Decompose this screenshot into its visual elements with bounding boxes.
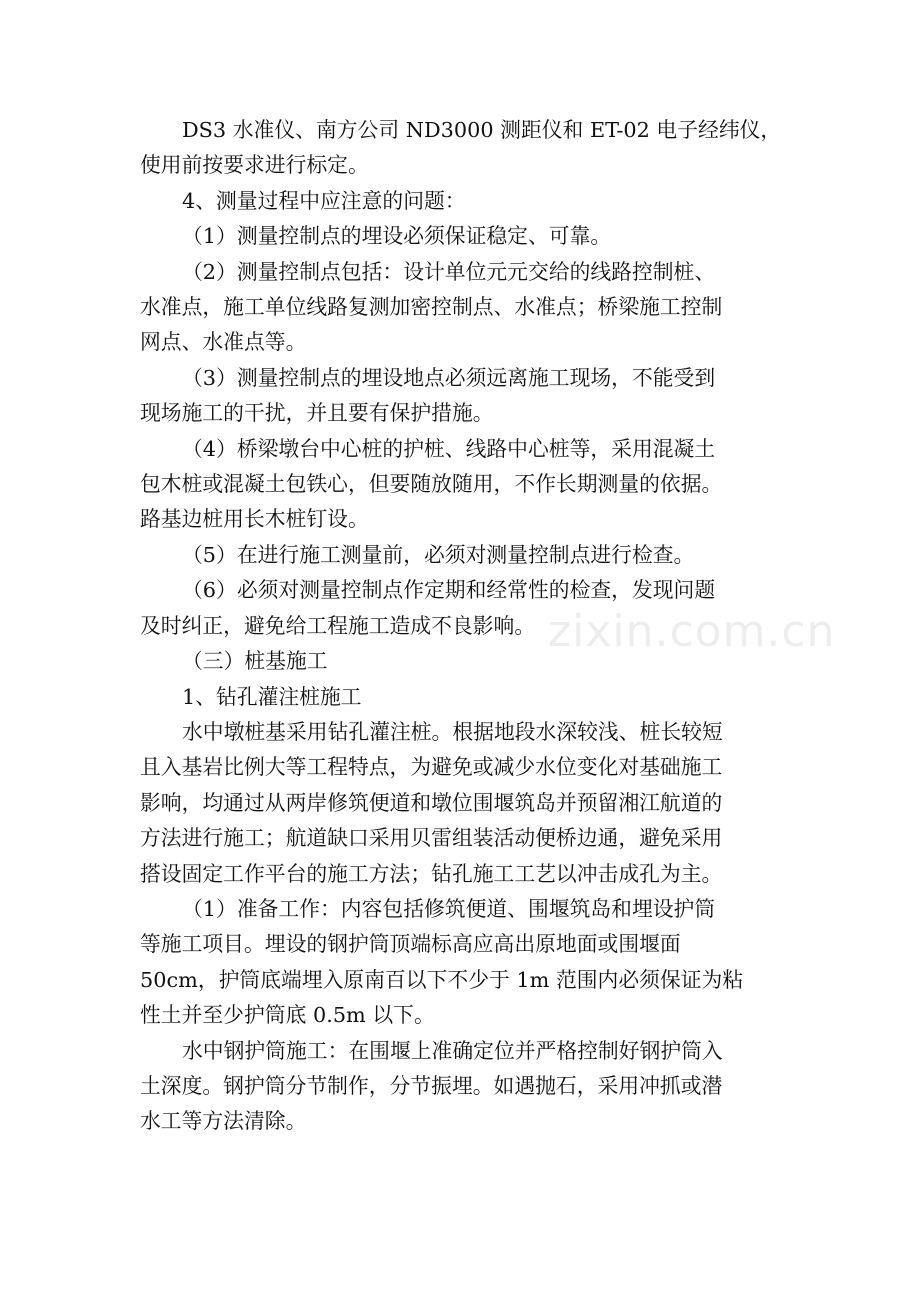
document-body [140, 113, 790, 1140]
text-line: 网点、水准点等。 [140, 330, 307, 355]
text-line: 4、测量过程中应注意的问题： [182, 188, 466, 213]
text-line: 包木桩或混凝土包铁心，但要随放随用，不作长期测量的依据。 [140, 472, 723, 497]
text-line: （2）测量控制点包括：设计单位元元交给的线路控制桩、 [182, 259, 716, 284]
document-page [140, 113, 790, 1140]
text-line: 水工等方法清除。 [140, 1109, 307, 1134]
text-line: 土深度。钢护筒分节制作，分节振埋。如遇抛石，采用冲抓或潜 [140, 1073, 723, 1098]
text-line: 现场施工的干扰，并且要有保护措施。 [140, 401, 494, 426]
text-line: 水中钢护筒施工：在围堰上准确定位并严格控制好钢护筒入 [182, 1038, 723, 1063]
watermark-text: zixin.com.cn [548, 606, 836, 657]
text-line: （4）桥梁墩台中心桩的护桩、线路中心桩等，采用混凝土 [182, 436, 716, 461]
text-line: 及时纠正，避免给工程施工造成不良影响。 [140, 613, 536, 638]
text-line: （1）测量控制点的埋设必须保证稳定、可靠。 [182, 224, 612, 249]
text-line: 水准点，施工单位线路复测加密控制点、水准点；桥梁施工控制 [140, 295, 723, 320]
text-line: （1）准备工作：内容包括修筑便道、围堰筑岛和埋设护筒 [182, 896, 716, 921]
text-line: 水中墩桩基采用钻孔灌注桩。根据地段水深较浅、桩长较短 [182, 719, 723, 744]
text-line: （5）在进行施工测量前，必须对测量控制点进行检查。 [182, 542, 695, 567]
text-line: 路基边桩用长木桩钉设。 [140, 507, 369, 532]
text-line: 等施工项目。埋设的钢护筒顶端标高应高出原地面或围堰面 [140, 932, 681, 957]
text-line: 1、钻孔灌注桩施工 [182, 684, 362, 709]
text-line: （3）测量控制点的埋设地点必须远离施工现场，不能受到 [182, 365, 716, 390]
text-line: 搭设固定工作平台的施工方法；钻孔施工工艺以冲击成孔为主。 [140, 861, 723, 886]
text-line: 方法进行施工；航道缺口采用贝雷组装活动便桥边通，避免采用 [140, 826, 723, 851]
text-line: 使用前按要求进行标定。 [140, 153, 369, 178]
text-line: 影响，均通过从两岸修筑便道和墩位围堰筑岛并预留湘江航道的 [140, 790, 723, 815]
text-line: 且入基岩比例大等工程特点，为避免或减少水位变化对基础施工 [140, 755, 723, 780]
text-line: 50cm，护筒底端埋入原南百以下不少于 1m 范围内必须保证为粘 [140, 967, 744, 992]
text-line: DS3 水准仪、南方公司 ND3000 测距仪和 ET-02 电子经纬仪， [182, 118, 782, 142]
text-line: （三）桩基施工 [182, 649, 328, 674]
text-line: （6）必须对测量控制点作定期和经常性的检查，发现问题 [182, 578, 716, 603]
text-line: 性土并至少护筒底 0.5m 以下。 [140, 1003, 435, 1028]
